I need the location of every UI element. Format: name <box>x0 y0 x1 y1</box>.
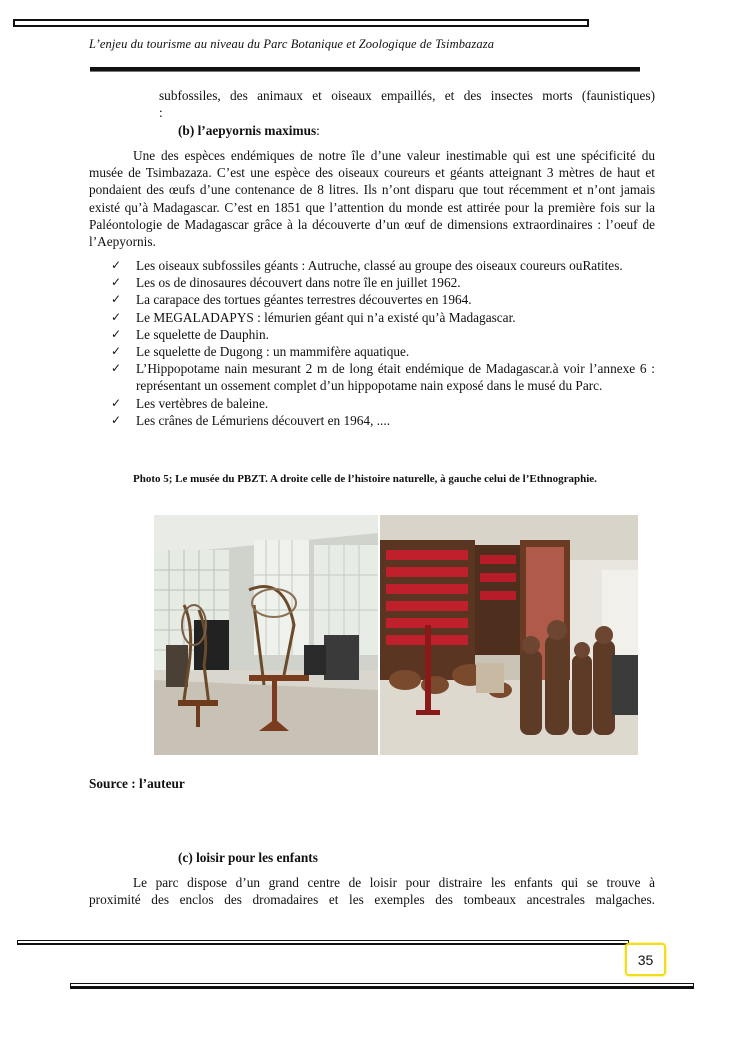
list-item <box>111 395 655 412</box>
list-item <box>111 274 655 291</box>
list-item-text: Les oiseaux subfossiles géants : Autruche, classé au groupe des oiseaux coureurs ouRatites. <box>136 258 623 273</box>
list-item <box>111 412 655 429</box>
list-item <box>111 257 655 274</box>
list-item-text: Le squelette de Dugong : un mammifère aquatique. <box>136 344 410 360</box>
checkmark-icon: ✓ <box>111 395 122 410</box>
section-b-paragraph: Une des espèces endémiques de notre île d’une valeur inestimable qui est une spécificité du musée de Tsimbazaza. C’est une espèce des oiseaux coureurs et géants atteignant 3 mètres de haut et pondaient des œufs d’une contenance de 8 litres. Ils n’ont disparu que tout récemment et n’ont jamais existé qu’à Madagascar. C’est en 1851 que l’attention du monde est attirée pour la première fois sur la Paléontologie de Madagascar grâce à la découverte d’un œuf de dimensions extraordinaires : l’oeuf de l’Aepyornis. <box>89 148 655 250</box>
list-item <box>111 326 655 343</box>
top-frame-border <box>13 19 589 27</box>
section-c-heading: (c) loisir pour les enfants <box>178 850 318 865</box>
footer-rule-lower <box>70 983 694 989</box>
section-c-line-1: Le parc dispose d’un grand centre de loisir pour distraire les enfants qui se trouve à <box>133 875 655 890</box>
checkmark-icon: ✓ <box>111 275 122 290</box>
list-item-text: L’Hippopotame nain mesurant 2 m de long était endémique de Madagascar.à voir l’annexe 6 : représentant un ossement complet d’un hippopotame nain exposé dans le musé du Parc. <box>136 361 655 394</box>
checkmark-icon: ✓ <box>111 258 122 272</box>
list-item-text: La carapace des tortues géantes terrestres découvertes en 1964. <box>136 292 472 308</box>
photo-source: Source : l’auteur <box>89 776 185 791</box>
checkmark-icon: ✓ <box>111 344 122 359</box>
page-number: 35 <box>625 943 666 976</box>
running-header-title: L’enjeu du tourisme au niveau du Parc Botanique et Zoologique de Tsimbazaza <box>89 37 495 51</box>
skeleton-exhibit-image <box>154 515 378 755</box>
section-b-heading-colon: : <box>316 123 320 138</box>
checkmark-icon: ✓ <box>111 309 122 324</box>
header-rule <box>90 67 640 71</box>
list-item <box>111 360 655 394</box>
footer-rule-upper <box>17 940 629 945</box>
checkmark-icon: ✓ <box>111 292 122 307</box>
intro-line-2: : <box>159 105 163 120</box>
checkmark-icon: ✓ <box>111 412 122 427</box>
ethnography-exhibit-image <box>380 515 638 755</box>
photo-ethnography-hall <box>380 515 638 755</box>
list-item <box>111 291 655 308</box>
photo-caption: Photo 5; Le musée du PBZT. A droite celle de l’histoire naturelle, à gauche celui de l’Ethnographie. <box>133 473 597 485</box>
section-b-heading-line <box>178 122 578 139</box>
checkmark-icon: ✓ <box>111 361 122 376</box>
list-item-text: Le squelette de Dauphin. <box>136 326 269 342</box>
list-item-text: Les crânes de Lémuriens découvert en 1964, .... <box>136 412 391 428</box>
section-b-heading: (b) l’aepyornis maximus <box>178 123 317 138</box>
checkmark-icon: ✓ <box>111 326 122 341</box>
section-c-line-2: proximité des enclos des dromadaires et les exemples des tombeaux ancestrales malgaches. <box>89 892 655 907</box>
list-item <box>111 309 655 326</box>
list-item-text: Les os de dinosaures découvert dans notre île en juillet 1962. <box>136 275 461 291</box>
exhibit-bullet-list <box>111 257 655 429</box>
intro-line-1: subfossiles, des animaux et oiseaux empaillés, et des insectes morts (faunistiques) <box>159 88 655 103</box>
photo-natural-history-hall <box>154 515 378 755</box>
list-item-text: Le MEGALADAPYS : lémurien géant qui n’a existé qu’à Madagascar. <box>136 309 516 325</box>
list-item <box>111 343 655 360</box>
list-item-text: Les vertèbres de baleine. <box>136 395 269 411</box>
